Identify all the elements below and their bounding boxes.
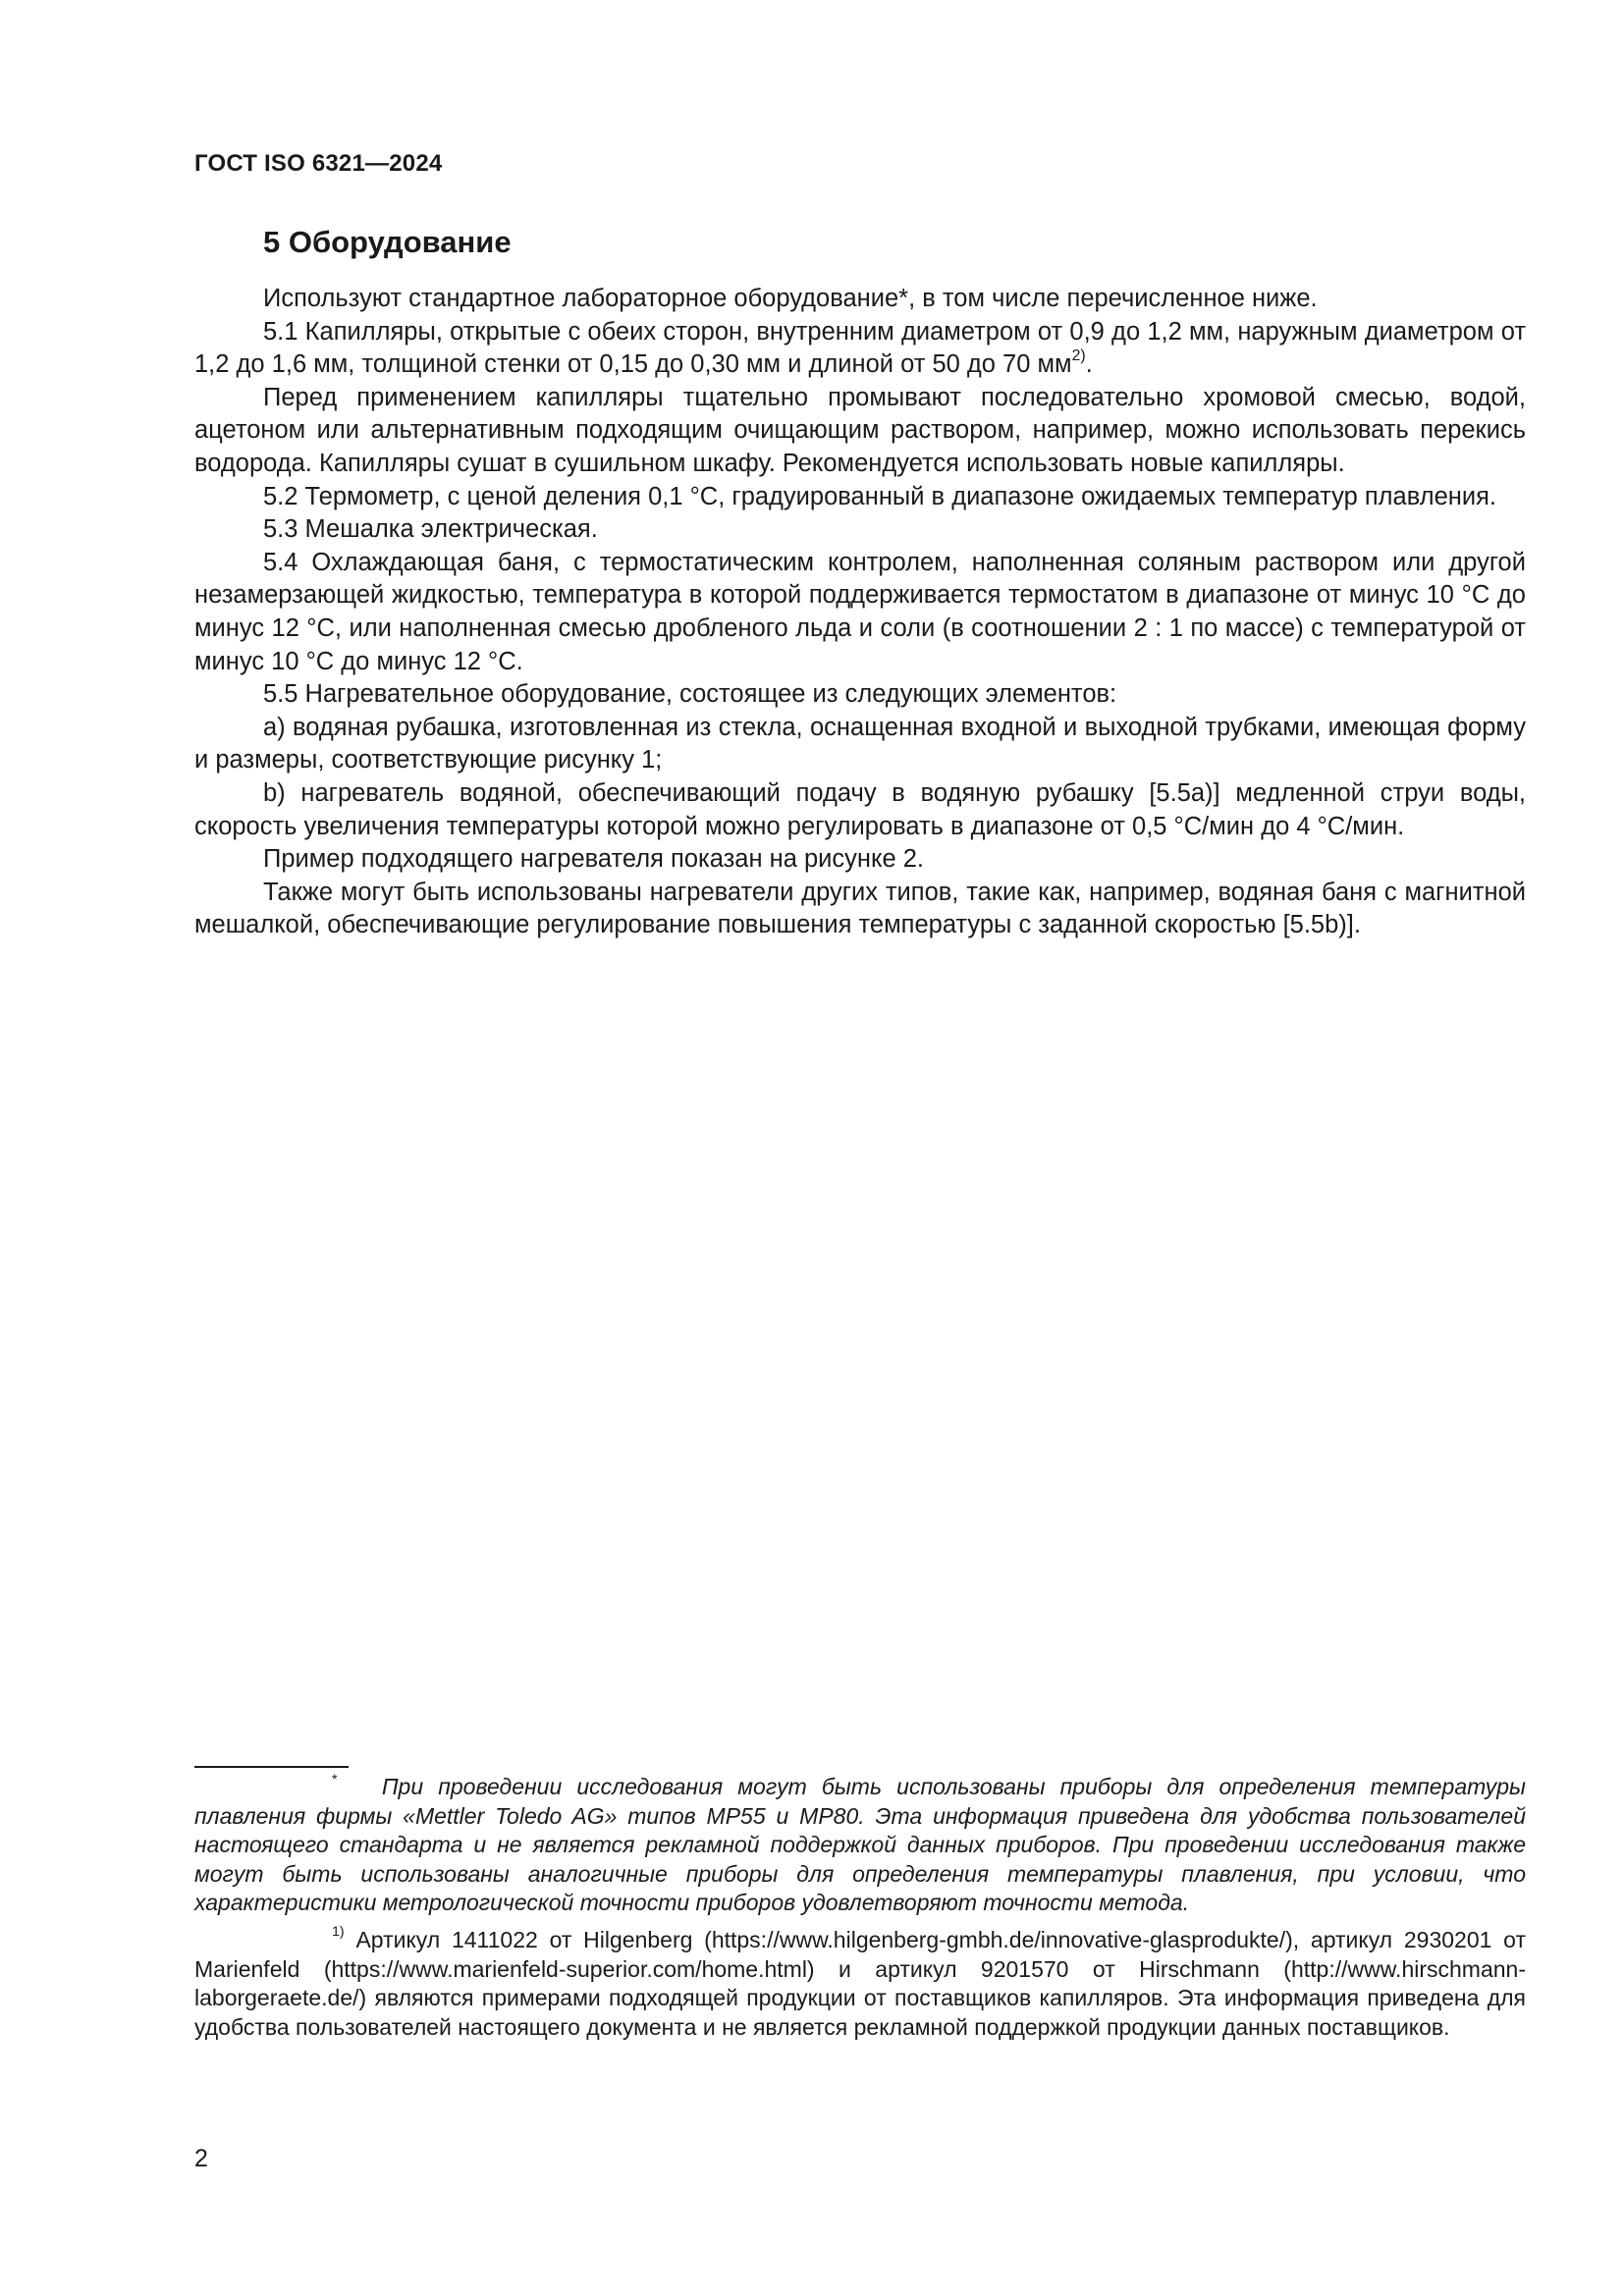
list-item-b: b) нагреватель водяной, обеспечивающий подачу в водяную рубашку [5.5a)] медленной струи воды, скорость увеличения температуры которой можно регулировать в диапазоне от 0,5 °С/мин до 4 °С/мин. <box>194 778 1526 840</box>
footnote-1: $^{1)}$ Артикул 1411022 от Hilgenberg (https://www.hilgenberg-gmbh.de/innovative-glasprodukte/), артикул 2930201 от Marienfeld (https://www.marienfeld-superior.com/home.html) и артикул 9201570 от Hirschmann (http://www.hirschmann-laborgeraete.de/) являются примерами подходящей продукции от поставщиков капилляров. Эта информация приведена для удобства пользователей настоящего документа и не является рекламной поддержкой продукции данных поставщиков. <box>194 1924 1526 2040</box>
section-body <box>194 283 1526 942</box>
section-title: 5 Оборудование <box>263 225 512 259</box>
paragraph-5-2: 5.2 Термометр, с ценой деления 0,1 °С, градуированный в диапазоне ожидаемых температур плавления. <box>263 482 1496 510</box>
paragraph-capillary-cleaning: Перед применением капилляры тщательно промывают последовательно хромовой смесью, водой, ацетоном или альтернативным подходящим очищающим раствором, например, можно использовать перекись водорода. Капилляры сушат в сушильном шкафу. Рекомендуется использовать новые капилляры. <box>194 383 1526 477</box>
footnotes <box>194 1773 1526 2050</box>
footnote-asterisk: * При проведении исследования могут быть использованы приборы для определения температуры плавления фирмы «Mettler Toledo AG» типов MP55 и MP80. Эта информация приведена для удобства пользователей настоящего стандарта и не является рекламной поддержкой данных приборов. При проведении исследования также могут быть использованы аналогичные приборы для определения температуры плавления, при условии, что характеристики метрологической точности приборов удовлетворяют точности метода. <box>194 1771 1526 1916</box>
paragraph-other-heaters: Также могут быть использованы нагреватели других типов, такие как, например, водяная баня с магнитной мешалкой, обеспечивающие регулирование повышения температуры с заданной скоростью [5.5b)]. <box>194 878 1526 939</box>
paragraph-5-1-text: 5.1 Капилляры, открытые с обеих сторон, внутренним диаметром от 0,9 до 1,2 мм, наружным диаметром от 1,2 до 1,6 мм, толщиной стенки от 0,15 до 0,30 мм и длиной от 50 до 70 мм <box>194 317 1526 379</box>
footnote-asterisk-text: При проведении исследования могут быть использованы приборы для определения температуры плавления фирмы «Mettler Toledo AG» типов MP55 и MP80. Эта информация приведена для удобства пользователей настоящего стандарта и не является рекламной поддержкой данных приборов. При проведении исследования также могут быть использованы аналогичные приборы для определения температуры плавления, при условии, что характеристики метрологической точности приборов удовлетворяют точности метода. <box>194 1774 1526 1916</box>
page-number: 2 <box>194 2145 208 2172</box>
list-item-a: a) водяная рубашка, изготовленная из стекла, оснащенная входной и выходной трубками, имеющая форму и размеры, соответствующие рисунку 1; <box>194 713 1526 774</box>
paragraph-intro: Используют стандартное лабораторное оборудование*, в том числе перечисленное ниже. <box>263 285 1318 312</box>
footnote-ref-2[interactable]: 2) <box>1071 347 1086 364</box>
paragraph-5-1-end: . <box>1085 350 1093 379</box>
paragraph-5-3: 5.3 Мешалка электрическая. <box>263 515 598 544</box>
paragraph-5-5: 5.5 Нагревательное оборудование, состоящее из следующих элементов: <box>263 680 1117 709</box>
footnote-1-text: Артикул 1411022 от Hilgenberg (https://www.hilgenberg-gmbh.de/innovative-glasprodukte/), артикул 2930201 от Marienfeld (https://www.marienfeld-superior.com/home.html) и артикул 9201570 от Hirschmann (http://www.hirschmann-laborgeraete.de/) являются примерами подходящей продукции от поставщиков капилляров. Эта информация приведена для удобства пользователей настоящего документа и не является рекламной поддержкой продукции данных поставщиков. <box>194 1926 1526 2040</box>
paragraph-5-1 <box>194 316 1526 382</box>
document-header: ГОСТ ISO 6321—2024 <box>194 150 443 177</box>
footnote-divider <box>194 1766 349 1768</box>
paragraph-heater-example: Пример подходящего нагревателя показан на рисунке 2. <box>263 845 924 874</box>
paragraph-5-4: 5.4 Охлаждающая баня, с термостатическим контролем, наполненная соляным раствором или другой незамерзающей жидкостью, температура в которой поддерживается термостатом в диапазоне от минус 10 °С до минус 12 °С, или наполненная смесью дробленого льда и соли (в соотношении 2 : 1 по массе) с температурой от минус 10 °С до минус 12 °С. <box>194 548 1526 675</box>
